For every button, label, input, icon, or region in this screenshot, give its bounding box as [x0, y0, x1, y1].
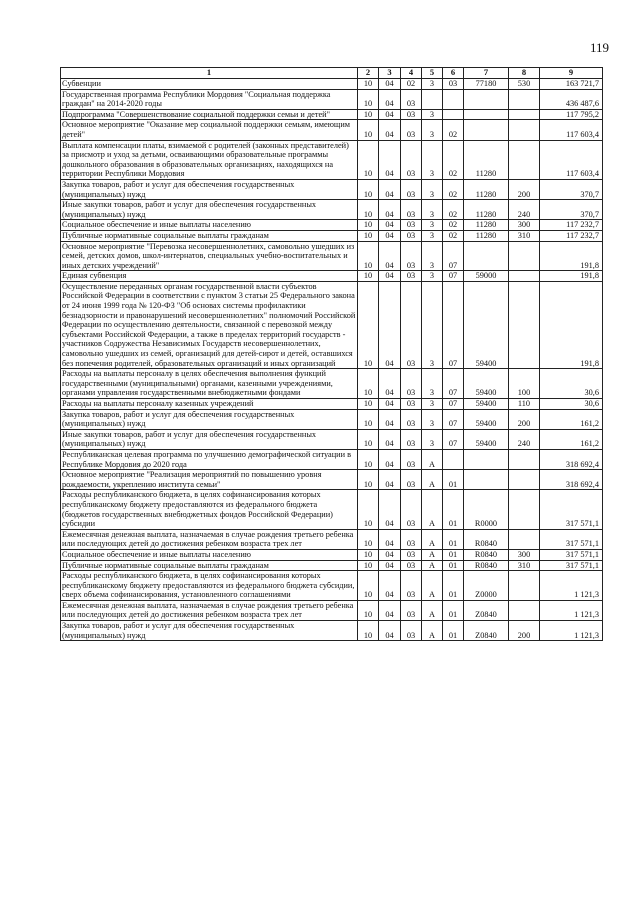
- table-row: [61, 549, 603, 560]
- subprogram-code: [422, 89, 443, 109]
- direction-code: 11280: [464, 200, 509, 220]
- subprogram-code: 3: [422, 109, 443, 120]
- expense-type-code: [509, 529, 540, 549]
- section-code: 10: [358, 600, 379, 620]
- direction-code: 59000: [464, 271, 509, 282]
- table-row: [61, 560, 603, 571]
- measure-code: [443, 449, 464, 469]
- measure-code: 07: [443, 281, 464, 368]
- header-cell: 3: [379, 68, 401, 79]
- amount: 161,2: [540, 409, 603, 429]
- program-code: 02: [401, 79, 422, 90]
- table-row: [61, 490, 603, 529]
- subsection-code: 04: [379, 120, 401, 140]
- section-code: 10: [358, 89, 379, 109]
- row-name: Субвенции: [61, 79, 358, 90]
- row-name: Публичные нормативные социальные выплаты гражданам: [61, 560, 358, 571]
- direction-code: [464, 470, 509, 490]
- amount: 191,8: [540, 241, 603, 271]
- budget-table: [60, 67, 603, 641]
- table-row: [61, 281, 603, 368]
- amount: 117 232,7: [540, 220, 603, 231]
- direction-code: 11280: [464, 179, 509, 199]
- section-code: 10: [358, 490, 379, 529]
- row-name: Единая субвенция: [61, 271, 358, 282]
- subprogram-code: А: [422, 560, 443, 571]
- program-code: 03: [401, 241, 422, 271]
- direction-code: 11280: [464, 220, 509, 231]
- expense-type-code: [509, 281, 540, 368]
- row-name: Основное мероприятие "Реализация мероприятий по повышению уровня рождаемости, укреплению института семьи": [61, 470, 358, 490]
- measure-code: 02: [443, 179, 464, 199]
- expense-type-code: 530: [509, 79, 540, 90]
- subsection-code: 04: [379, 449, 401, 469]
- subprogram-code: 3: [422, 369, 443, 399]
- measure-code: 01: [443, 529, 464, 549]
- expense-type-code: 310: [509, 230, 540, 241]
- direction-code: R0840: [464, 549, 509, 560]
- direction-code: 59400: [464, 409, 509, 429]
- row-name: Иные закупки товаров, работ и услуг для обеспечения государственных (муниципальных) нужд: [61, 429, 358, 449]
- measure-code: 07: [443, 409, 464, 429]
- subsection-code: 04: [379, 399, 401, 410]
- program-code: 03: [401, 449, 422, 469]
- header-cell: 2: [358, 68, 379, 79]
- subsection-code: 04: [379, 230, 401, 241]
- subprogram-code: 3: [422, 120, 443, 140]
- measure-code: 07: [443, 429, 464, 449]
- measure-code: [443, 89, 464, 109]
- table-row: [61, 200, 603, 220]
- direction-code: 59400: [464, 369, 509, 399]
- table-row: [61, 449, 603, 469]
- amount: 1 121,3: [540, 600, 603, 620]
- header-cell: 9: [540, 68, 603, 79]
- program-code: 03: [401, 281, 422, 368]
- row-name: Ежемесячная денежная выплата, назначаемая в случае рождения третьего ребенка или последующих детей до достижения ребенком возраста трех лет: [61, 600, 358, 620]
- section-code: 10: [358, 470, 379, 490]
- expense-type-code: [509, 241, 540, 271]
- row-name: Иные закупки товаров, работ и услуг для обеспечения государственных (муниципальных) нужд: [61, 200, 358, 220]
- program-code: 03: [401, 409, 422, 429]
- page-number: 119: [590, 40, 610, 55]
- program-code: 03: [401, 220, 422, 231]
- program-code: 03: [401, 369, 422, 399]
- row-name: Подпрограмма "Совершенствование социальной поддержки семьи и детей": [61, 109, 358, 120]
- measure-code: 02: [443, 120, 464, 140]
- direction-code: 11280: [464, 140, 509, 179]
- amount: 318 692,4: [540, 470, 603, 490]
- section-code: 10: [358, 230, 379, 241]
- subsection-code: 04: [379, 429, 401, 449]
- amount: 317 571,1: [540, 560, 603, 571]
- direction-code: [464, 89, 509, 109]
- row-name: Расходы на выплаты персоналу в целях обеспечения выполнения функций государственными (муниципальными) органами, казенными учреждениями, органами управления государственными внебюджетными фондами: [61, 369, 358, 399]
- program-code: 03: [401, 179, 422, 199]
- header-row: [61, 68, 603, 79]
- subprogram-code: А: [422, 571, 443, 601]
- measure-code: 01: [443, 490, 464, 529]
- expense-type-code: 240: [509, 200, 540, 220]
- row-name: Публичные нормативные социальные выплаты гражданам: [61, 230, 358, 241]
- subsection-code: 04: [379, 571, 401, 601]
- measure-code: 03: [443, 79, 464, 90]
- program-code: 03: [401, 271, 422, 282]
- table-row: [61, 140, 603, 179]
- section-code: 10: [358, 571, 379, 601]
- amount: 1 121,3: [540, 571, 603, 601]
- table-row: [61, 220, 603, 231]
- row-name: Социальное обеспечение и иные выплаты населению: [61, 549, 358, 560]
- section-code: 10: [358, 241, 379, 271]
- direction-code: Z0840: [464, 621, 509, 641]
- row-name: Основное мероприятие "Перевозка несовершеннолетних, самовольно ушедших из семей, детских домов, школ-интернатов, специальных учебно-воспитательных и иных детских учреждений": [61, 241, 358, 271]
- subprogram-code: А: [422, 600, 443, 620]
- table-row: [61, 571, 603, 601]
- measure-code: 01: [443, 600, 464, 620]
- table-row: [61, 409, 603, 429]
- subsection-code: 04: [379, 200, 401, 220]
- row-name: Государственная программа Республики Мордовия "Социальная поддержка граждан" на 2014-2020 годы: [61, 89, 358, 109]
- direction-code: Z0840: [464, 600, 509, 620]
- header-cell: 5: [422, 68, 443, 79]
- row-name: Расходы республиканского бюджета, в целях софинансирования которых республиканскому бюджету предоставляются из федерального бюджета (бюджетов государственных внебюджетных фондов Российской Федерации) субсидии: [61, 490, 358, 529]
- table-row: [61, 79, 603, 90]
- row-name: Республиканская целевая программа по улучшению демографической ситуации в Республике Мордовия до 2020 года: [61, 449, 358, 469]
- subsection-code: 04: [379, 621, 401, 641]
- subsection-code: 04: [379, 409, 401, 429]
- direction-code: [464, 241, 509, 271]
- subsection-code: 04: [379, 220, 401, 231]
- subprogram-code: 3: [422, 140, 443, 179]
- table-row: [61, 621, 603, 641]
- section-code: 10: [358, 200, 379, 220]
- row-name: Ежемесячная денежная выплата, назначаемая в случае рождения третьего ребенка или последующих детей до достижения ребенком возраста трех лет: [61, 529, 358, 549]
- expense-type-code: 300: [509, 220, 540, 231]
- subprogram-code: 3: [422, 230, 443, 241]
- expense-type-code: 200: [509, 179, 540, 199]
- expense-type-code: [509, 120, 540, 140]
- amount: 370,7: [540, 200, 603, 220]
- table-row: [61, 89, 603, 109]
- subsection-code: 04: [379, 79, 401, 90]
- subprogram-code: А: [422, 490, 443, 529]
- subsection-code: 04: [379, 529, 401, 549]
- row-name: Закупка товаров, работ и услуг для обеспечения государственных (муниципальных) нужд: [61, 409, 358, 429]
- section-code: 10: [358, 109, 379, 120]
- header-cell: 6: [443, 68, 464, 79]
- header-cell: 7: [464, 68, 509, 79]
- expense-type-code: 100: [509, 369, 540, 399]
- direction-code: 59400: [464, 281, 509, 368]
- section-code: 10: [358, 79, 379, 90]
- direction-code: 59400: [464, 429, 509, 449]
- expense-type-code: 200: [509, 409, 540, 429]
- section-code: 10: [358, 140, 379, 179]
- direction-code: 11280: [464, 230, 509, 241]
- measure-code: 07: [443, 369, 464, 399]
- subprogram-code: 3: [422, 220, 443, 231]
- subprogram-code: 3: [422, 179, 443, 199]
- subprogram-code: 3: [422, 429, 443, 449]
- section-code: 10: [358, 120, 379, 140]
- measure-code: 07: [443, 271, 464, 282]
- expense-type-code: 110: [509, 399, 540, 410]
- section-code: 10: [358, 549, 379, 560]
- subprogram-code: 3: [422, 281, 443, 368]
- expense-type-code: [509, 109, 540, 120]
- subprogram-code: 3: [422, 271, 443, 282]
- subsection-code: 04: [379, 271, 401, 282]
- section-code: 10: [358, 399, 379, 410]
- program-code: 03: [401, 200, 422, 220]
- table-row: [61, 230, 603, 241]
- program-code: 03: [401, 621, 422, 641]
- expense-type-code: [509, 470, 540, 490]
- subprogram-code: А: [422, 449, 443, 469]
- subprogram-code: 3: [422, 399, 443, 410]
- amount: 117 603,4: [540, 120, 603, 140]
- program-code: 03: [401, 140, 422, 179]
- expense-type-code: 200: [509, 621, 540, 641]
- subsection-code: 04: [379, 560, 401, 571]
- subprogram-code: 3: [422, 79, 443, 90]
- amount: 30,6: [540, 399, 603, 410]
- subprogram-code: 3: [422, 200, 443, 220]
- program-code: 03: [401, 399, 422, 410]
- program-code: 03: [401, 230, 422, 241]
- measure-code: 01: [443, 621, 464, 641]
- program-code: 03: [401, 490, 422, 529]
- table-row: [61, 399, 603, 410]
- row-name: Выплата компенсации платы, взимаемой с родителей (законных представителей) за присмотр и уход за детьми, осваивающими образовательные программы дошкольного образования в образовательных организациях, находящихся на территории Республики Мордовия: [61, 140, 358, 179]
- program-code: 03: [401, 529, 422, 549]
- table-row: [61, 529, 603, 549]
- table-row: [61, 179, 603, 199]
- measure-code: 01: [443, 571, 464, 601]
- row-name: Расходы на выплаты персоналу казенных учреждений: [61, 399, 358, 410]
- amount: 370,7: [540, 179, 603, 199]
- table-row: [61, 271, 603, 282]
- program-code: 03: [401, 470, 422, 490]
- expense-type-code: 310: [509, 560, 540, 571]
- subprogram-code: А: [422, 549, 443, 560]
- subsection-code: 04: [379, 470, 401, 490]
- expense-type-code: [509, 449, 540, 469]
- amount: 318 692,4: [540, 449, 603, 469]
- table-row: [61, 600, 603, 620]
- table-row: [61, 109, 603, 120]
- expense-type-code: 240: [509, 429, 540, 449]
- row-name: Закупка товаров, работ и услуг для обеспечения государственных (муниципальных) нужд: [61, 621, 358, 641]
- expense-type-code: [509, 490, 540, 529]
- program-code: 03: [401, 571, 422, 601]
- amount: 317 571,1: [540, 490, 603, 529]
- program-code: 03: [401, 109, 422, 120]
- section-code: 10: [358, 560, 379, 571]
- row-name: Расходы республиканского бюджета, в целях софинансирования которых республиканскому бюджету предоставляются из федерального бюджета субсидии, сверх объема софинансирования, установленного соглашениями: [61, 571, 358, 601]
- subprogram-code: А: [422, 621, 443, 641]
- amount: 317 571,1: [540, 529, 603, 549]
- subprogram-code: А: [422, 470, 443, 490]
- program-code: 03: [401, 600, 422, 620]
- header-cell: 4: [401, 68, 422, 79]
- table-body: [61, 79, 603, 641]
- table-row: [61, 369, 603, 399]
- amount: 191,8: [540, 271, 603, 282]
- direction-code: R0000: [464, 490, 509, 529]
- subsection-code: 04: [379, 369, 401, 399]
- amount: 117 603,4: [540, 140, 603, 179]
- program-code: 03: [401, 560, 422, 571]
- subsection-code: 04: [379, 600, 401, 620]
- program-code: 03: [401, 429, 422, 449]
- subsection-code: 04: [379, 109, 401, 120]
- direction-code: [464, 449, 509, 469]
- direction-code: R0840: [464, 529, 509, 549]
- subsection-code: 04: [379, 549, 401, 560]
- subsection-code: 04: [379, 490, 401, 529]
- amount: 30,6: [540, 369, 603, 399]
- row-name: Социальное обеспечение и иные выплаты населению: [61, 220, 358, 231]
- expense-type-code: [509, 571, 540, 601]
- section-code: 10: [358, 179, 379, 199]
- amount: 191,8: [540, 281, 603, 368]
- section-code: 10: [358, 369, 379, 399]
- amount: 317 571,1: [540, 549, 603, 560]
- measure-code: 02: [443, 220, 464, 231]
- measure-code: 01: [443, 470, 464, 490]
- table-row: [61, 470, 603, 490]
- direction-code: [464, 109, 509, 120]
- header-cell: 8: [509, 68, 540, 79]
- row-name: Основное мероприятие "Оказание мер социальной поддержки семьям, имеющим детей": [61, 120, 358, 140]
- section-code: 10: [358, 621, 379, 641]
- subsection-code: 04: [379, 89, 401, 109]
- direction-code: 77180: [464, 79, 509, 90]
- subprogram-code: А: [422, 529, 443, 549]
- row-name: Осуществление переданных органам государственной власти субъектов Российской Федерации в соответствии с пунктом 3 статьи 25 Федерального закона от 24 июня 1999 года № 120-ФЗ "Об основах системы профилактики безнадзорности и правонарушений несовершеннолетних" полномочий Российской Федерации по осуществлению деятельности, связанной с перевозкой между субъектами Российской Федерации, а также в пределах территорий государств - участников Содружества Независимых Государств несовершеннолетних, самовольно ушедших из семей, организаций для детей-сирот и детей, оставшихся без попечения родителей, образовательных организаций и иных организаций: [61, 281, 358, 368]
- section-code: 10: [358, 449, 379, 469]
- subsection-code: 04: [379, 179, 401, 199]
- amount: 117 232,7: [540, 230, 603, 241]
- section-code: 10: [358, 429, 379, 449]
- amount: 163 721,7: [540, 79, 603, 90]
- measure-code: 01: [443, 549, 464, 560]
- section-code: 10: [358, 271, 379, 282]
- direction-code: [464, 120, 509, 140]
- section-code: 10: [358, 281, 379, 368]
- expense-type-code: [509, 600, 540, 620]
- measure-code: 07: [443, 399, 464, 410]
- section-code: 10: [358, 409, 379, 429]
- measure-code: 01: [443, 560, 464, 571]
- table-row: [61, 120, 603, 140]
- measure-code: 02: [443, 140, 464, 179]
- table-row: [61, 241, 603, 271]
- subsection-code: 04: [379, 281, 401, 368]
- measure-code: [443, 109, 464, 120]
- expense-type-code: [509, 271, 540, 282]
- subprogram-code: 3: [422, 241, 443, 271]
- section-code: 10: [358, 529, 379, 549]
- measure-code: 02: [443, 200, 464, 220]
- program-code: 03: [401, 549, 422, 560]
- direction-code: 59400: [464, 399, 509, 410]
- amount: 161,2: [540, 429, 603, 449]
- expense-type-code: [509, 140, 540, 179]
- measure-code: 02: [443, 230, 464, 241]
- subsection-code: 04: [379, 241, 401, 271]
- amount: 1 121,3: [540, 621, 603, 641]
- section-code: 10: [358, 220, 379, 231]
- subsection-code: 04: [379, 140, 401, 179]
- table-row: [61, 429, 603, 449]
- amount: 117 795,2: [540, 109, 603, 120]
- expense-type-code: [509, 89, 540, 109]
- header-cell: 1: [61, 68, 358, 79]
- subprogram-code: 3: [422, 409, 443, 429]
- direction-code: R0840: [464, 560, 509, 571]
- expense-type-code: 300: [509, 549, 540, 560]
- program-code: 03: [401, 120, 422, 140]
- row-name: Закупка товаров, работ и услуг для обеспечения государственных (муниципальных) нужд: [61, 179, 358, 199]
- amount: 436 487,6: [540, 89, 603, 109]
- measure-code: 07: [443, 241, 464, 271]
- direction-code: Z0000: [464, 571, 509, 601]
- program-code: 03: [401, 89, 422, 109]
